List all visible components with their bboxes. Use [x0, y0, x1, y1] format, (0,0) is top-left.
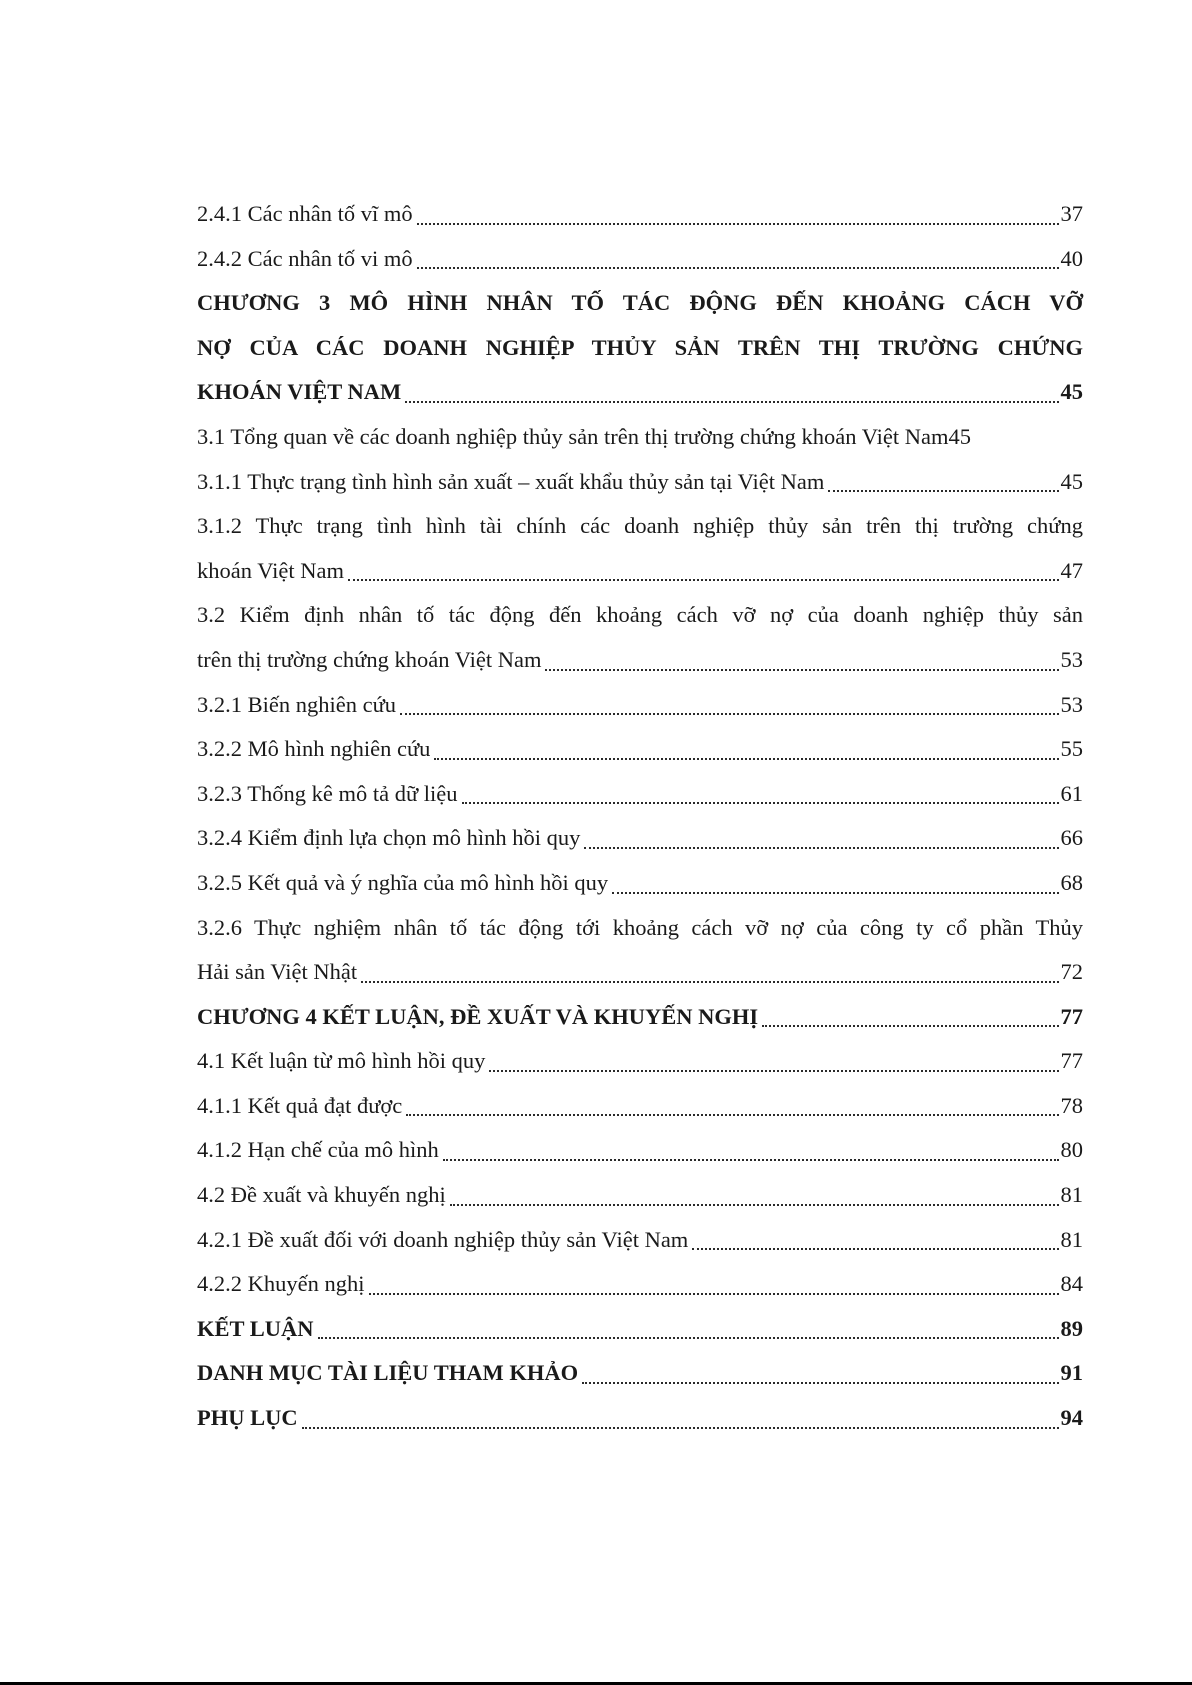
toc-page-number: 55 [1060, 736, 1083, 762]
dot-leader [450, 1204, 1059, 1206]
dot-leader [434, 758, 1058, 760]
dot-leader [443, 1159, 1059, 1161]
toc-page-number: 94 [1060, 1405, 1083, 1431]
toc-entry-4-1[interactable] [197, 1039, 1083, 1084]
toc-page-number: 45 [1060, 379, 1083, 405]
toc-page-number: 45 [948, 423, 971, 449]
toc-entry-4-1-2[interactable] [197, 1128, 1083, 1173]
toc-entry-title-line-3: KHOÁN VIỆT NAM [197, 379, 402, 405]
dot-leader [692, 1248, 1058, 1250]
toc-page-number: 40 [1060, 245, 1083, 271]
dot-leader [405, 401, 1058, 403]
toc-page-number: 47 [1060, 557, 1083, 583]
toc-entry-title: 4.1 Kết luận từ mô hình hồi quy [197, 1048, 486, 1074]
toc-entry-4-2-1[interactable] [197, 1218, 1083, 1263]
toc-entry-title: 4.2.2 Khuyến nghị [197, 1271, 365, 1297]
dot-leader [545, 669, 1058, 671]
toc-entry-2-4-1[interactable] [197, 192, 1083, 237]
toc-entry-title: 3.2.5 Kết quả và ý nghĩa của mô hình hồi quy [197, 869, 609, 895]
toc-entry-title-line-2: NỢ CỦA CÁC DOANH NGHIỆP THỦY SẢN TRÊN THỊ TRƯỜNG CHỨNG [197, 334, 1083, 360]
toc-entry-title-line-2: trên thị trường chứng khoán Việt Nam [197, 646, 542, 672]
toc-entry-title-line-2: khoán Việt Nam [197, 557, 344, 583]
toc-entry-3-1[interactable] [197, 415, 1083, 460]
toc-entry-3-2-2[interactable] [197, 727, 1083, 772]
table-of-contents [197, 192, 1083, 1441]
dot-leader [361, 981, 1058, 983]
toc-entry-title-line-2: Hải sản Việt Nhật [197, 959, 358, 985]
dot-leader [417, 267, 1059, 269]
toc-entry-title: DANH MỤC TÀI LIỆU THAM KHẢO [197, 1360, 579, 1386]
toc-entry-title: CHƯƠNG 4 KẾT LUẬN, ĐỀ XUẤT VÀ KHUYẾN NGHỊ [197, 1003, 759, 1029]
toc-entry-title: 3.2.1 Biến nghiên cứu [197, 691, 397, 717]
toc-entry-title-line-1: 3.1.2 Thực trạng tình hình tài chính các doanh nghiệp thủy sản trên thị trường chứng [197, 513, 1083, 539]
dot-leader [417, 223, 1059, 225]
dot-leader [318, 1337, 1059, 1339]
toc-page-number: 45 [1060, 468, 1083, 494]
toc-entry-title: 2.4.2 Các nhân tố vi mô [197, 245, 413, 271]
dot-leader [612, 892, 1058, 894]
toc-page-number: 91 [1060, 1360, 1083, 1386]
toc-entry-3-2-3[interactable] [197, 772, 1083, 817]
toc-page-number: 66 [1060, 825, 1083, 851]
toc-page-number: 89 [1060, 1315, 1083, 1341]
toc-page-number: 84 [1060, 1271, 1083, 1297]
toc-page-number: 53 [1060, 691, 1083, 717]
toc-entry-chapter-4[interactable] [197, 995, 1083, 1040]
toc-page-number: 80 [1060, 1137, 1083, 1163]
toc-entry-3-2[interactable] [197, 593, 1083, 682]
toc-entry-3-2-6[interactable] [197, 906, 1083, 995]
toc-entry-conclusion[interactable] [197, 1307, 1083, 1352]
dot-leader [582, 1382, 1058, 1384]
toc-entry-3-1-2[interactable] [197, 504, 1083, 593]
toc-entry-title: PHỤ LỤC [197, 1405, 298, 1431]
toc-entry-title: 3.1.1 Thực trạng tình hình sản xuất – xuất khẩu thủy sản tại Việt Nam [197, 468, 825, 494]
toc-entry-title: 4.1.2 Hạn chế của mô hình [197, 1137, 439, 1163]
toc-page-number: 77 [1060, 1048, 1083, 1074]
toc-entry-appendix[interactable] [197, 1396, 1083, 1441]
toc-page-number: 78 [1060, 1092, 1083, 1118]
toc-entry-3-2-4[interactable] [197, 816, 1083, 861]
toc-entry-title: 3.2.4 Kiểm định lựa chọn mô hình hồi quy [197, 825, 581, 851]
toc-page-number: 37 [1060, 201, 1083, 226]
toc-page-number: 81 [1060, 1226, 1083, 1252]
dot-leader [348, 579, 1059, 581]
dot-leader [302, 1427, 1059, 1429]
toc-entry-title: 4.1.1 Kết quả đạt được [197, 1092, 403, 1118]
toc-page-number: 81 [1060, 1182, 1083, 1208]
toc-entry-3-2-5[interactable] [197, 861, 1083, 906]
toc-page-number: 53 [1060, 646, 1083, 672]
toc-entry-title: 4.2 Đề xuất và khuyến nghị [197, 1182, 446, 1208]
toc-page-number: 72 [1060, 959, 1083, 985]
toc-entry-title-line-1: 3.2.6 Thực nghiệm nhân tố tác động tới khoảng cách vỡ nợ của công ty cổ phần Thủy [197, 914, 1083, 940]
toc-entry-title-line-1: 3.2 Kiểm định nhân tố tác động đến khoảng cách vỡ nợ của doanh nghiệp thủy sản [197, 602, 1083, 628]
toc-entry-title: 4.2.1 Đề xuất đối với doanh nghiệp thủy sản Việt Nam [197, 1226, 689, 1252]
toc-entry-chapter-3[interactable] [197, 281, 1083, 415]
toc-entry-title: 3.1 Tổng quan về các doanh nghiệp thủy sản trên thị trường chứng khoán Việt Nam [197, 423, 949, 449]
toc-entry-3-2-1[interactable] [197, 683, 1083, 728]
toc-entry-title: 3.2.2 Mô hình nghiên cứu [197, 736, 431, 762]
dot-leader [369, 1293, 1059, 1295]
toc-page-number: 68 [1060, 869, 1083, 895]
dot-leader [762, 1025, 1058, 1027]
dot-leader [828, 490, 1058, 492]
toc-page-number: 77 [1060, 1003, 1083, 1029]
toc-entry-4-2-2[interactable] [197, 1262, 1083, 1307]
toc-entry-title-line-1: CHƯƠNG 3 MÔ HÌNH NHÂN TỐ TÁC ĐỘNG ĐẾN KHOẢNG CÁCH VỠ [197, 290, 1083, 316]
toc-entry-4-2[interactable] [197, 1173, 1083, 1218]
toc-entry-4-1-1[interactable] [197, 1084, 1083, 1129]
toc-entry-2-4-2[interactable] [197, 237, 1083, 282]
dot-leader [489, 1070, 1058, 1072]
toc-entry-references[interactable] [197, 1351, 1083, 1396]
toc-page-number: 61 [1060, 780, 1083, 806]
dot-leader [584, 847, 1058, 849]
toc-entry-title: 2.4.1 Các nhân tố vĩ mô [197, 201, 413, 226]
dot-leader [406, 1114, 1058, 1116]
toc-entry-3-1-1[interactable] [197, 460, 1083, 505]
dot-leader [462, 802, 1059, 804]
dot-leader [400, 713, 1058, 715]
toc-entry-title: 3.2.3 Thống kê mô tả dữ liệu [197, 780, 458, 806]
toc-entry-title: KẾT LUẬN [197, 1315, 314, 1341]
